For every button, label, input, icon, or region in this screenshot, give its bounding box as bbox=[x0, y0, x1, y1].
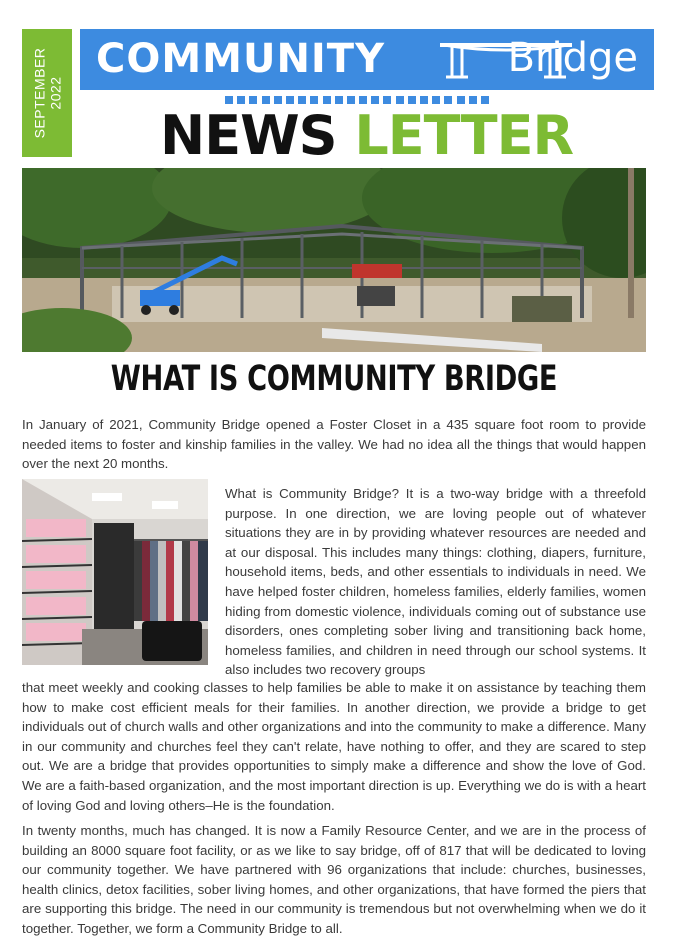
issue-month: SEPTEMBER bbox=[31, 47, 48, 139]
issue-year: 2022 bbox=[47, 76, 64, 110]
title-letter: LETTER bbox=[354, 104, 574, 167]
paragraph-intro: In January of 2021, Community Bridge opened a Foster Closet in a 435 square foot room to provide needed items to foster and kinship families in the valley. We had no idea all the things that would happen over the next 20 months. bbox=[22, 417, 646, 472]
dotted-divider bbox=[225, 96, 489, 104]
brand-script: Bridge bbox=[507, 35, 638, 81]
paragraph-purpose: What is Community Bridge? It is a two-way bridge with a threefold purpose. In one direction, we are loving people out of whatever situations they are in by providing whatever resources are needed and at our disposal. This includes many things: clothing, diapers, furniture, household items, beds, and other essentials to individuals in need. We have helped foster children, homeless families, elderly families, women hiding from domestic violence, individuals coming out of substance use disorders, ones completing sober living and transitioning back home, homeless families, and children in need through our school systems. It also includes two recovery groups bbox=[225, 486, 646, 678]
newsletter-title bbox=[160, 104, 573, 168]
foster-closet-photo bbox=[22, 479, 208, 665]
title-news: NEWS bbox=[160, 104, 337, 167]
issue-date bbox=[22, 29, 72, 157]
paragraph-purpose-continued: that meet weekly and cooking classes to help families be able to make it on assistance by teaching them how to make cost efficient meals for their families. In another direction, we provide a bridge to get individuals out of church walls and other organizations and into the community to make a difference. Many in our community and churches feel they can't relate, have nothing to offer, and they are scared to step out. We are a bridge that provides opportunities to simply make a difference and show the love of God. We are a faith-based organization, and the most important direction is up. Everything we do is with a heart of loving God and loving others–He is the foundation. bbox=[22, 680, 646, 813]
construction-photo bbox=[22, 168, 646, 352]
article-headline: WHAT IS COMMUNITY BRIDGE bbox=[110, 359, 558, 399]
brand-banner bbox=[80, 29, 654, 90]
paragraph-growth: In twenty months, much has changed. It is now a Family Resource Center, and we are in the process of building an 8000 square foot facility, or as we like to say bridge, off of 817 that will be dedicated to loving our community together. We have partnered with 96 organizations that include: churches, businesses, health clinics, detox facilities, sober living homes, and other organizations, that have formed the piers that are supporting this bridge. The need in our community is tremendous but not overwhelming when we do it together. Together, we form a Community Bridge to all. bbox=[22, 823, 646, 936]
brand-name: COMMUNITY bbox=[96, 36, 386, 82]
